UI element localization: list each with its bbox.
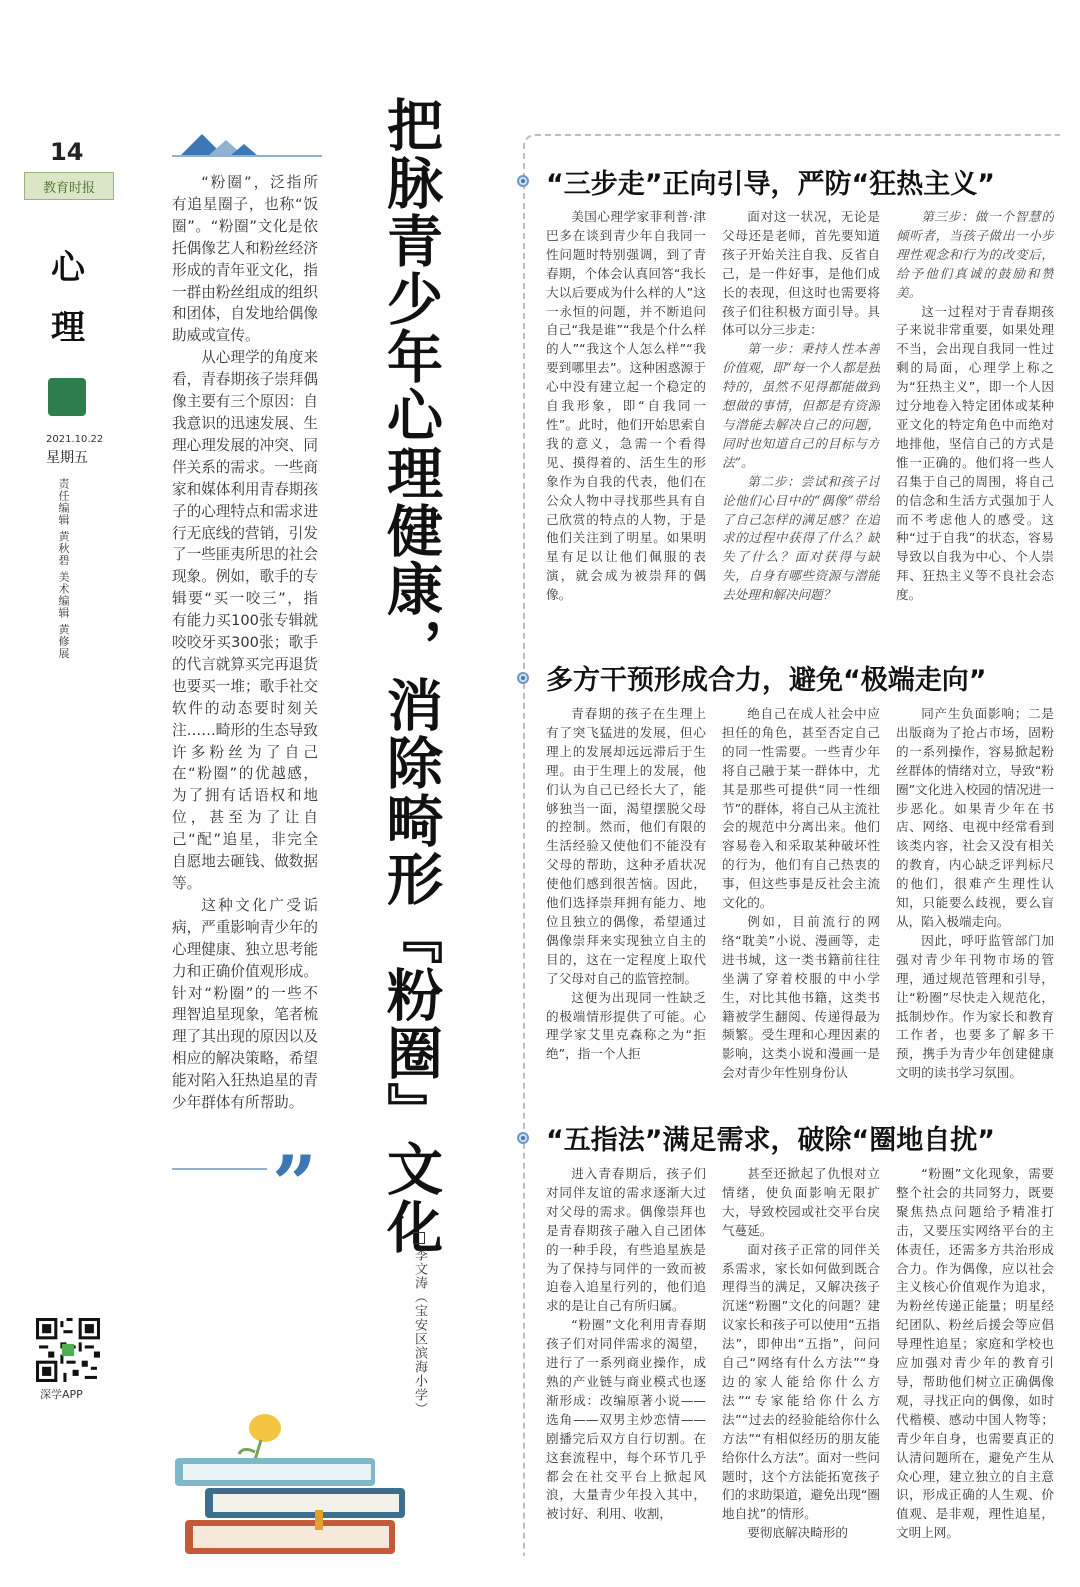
intro-paragraph: “粉圈”，泛指所有追星圈子，也称“饭圈”。“粉圈”文化是依托偶像艺人和粉丝经济形成的青年亚文化，指一群由粉丝组成的组织和团体，自发地给偶像助威或宣传。 bbox=[172, 174, 318, 345]
section-name-char-2: 理 bbox=[51, 308, 85, 348]
section-bullet-icon bbox=[517, 672, 529, 684]
intro-paragraph: 从心理学的角度来看，青春期孩子崇拜偶像主要有三个原因：自我意识的迅速发展、生理心理发展的冲突、同伴关系的需求。一些商家和媒体利用青春期孩子的心理特点和需求进行无底线的营销，引发了一些匪夷所思的社会现象。例如，歌手的专辑要“买一咬三”，指有能力买100张专辑就咬咬牙买300张；歌手的代言就算买完再退货也要买一堆；歌手社交软件的动态要时刻关注……畸形的生态导致许多粉丝为了自己在“粉圈”的优越感，为了拥有话语权和地位，甚至为了让自己“配”追星，非完全自愿地去砸钱、做数据等。 bbox=[172, 349, 318, 892]
intro-text bbox=[172, 172, 318, 1114]
paragraph: 甚至还掀起了仇恨对立情绪，使负面影响无限扩大，导致校园或社交平台戾气蔓延。 bbox=[722, 1166, 880, 1238]
headline: 把脉青少年心理健康，消除畸形『粉圈』文化 bbox=[378, 96, 443, 1256]
paragraph: “粉圈”文化现象，需要整个社会的共同努力，既要聚焦热点问题给予精准打击，又要压实网络平台的主体责任，还需多方共治形成合力。作为偶像，应以社会主义核心价值观作为追求，为粉丝传递正能量；明星经纪团队、粉丝后援会等应倡导理性追星；家庭和学校也应加强对青少年的教育引导，帮助他们树立正确偶像观，寻找正向的偶像，如时代楷模、感动中国人物等；青少年自身，也需要真正的认清问题所在，避免产生从众心理，建立独立的自主意识，形成正确的人生观、价值观、是非观，理性追星，文明上网。 bbox=[896, 1166, 1054, 1541]
paragraph: 例如，目前流行的网络“耽美”小说、漫画等，走进书城，这一类书籍前往往坐满了穿着校服的中小学生，对比其他书籍，这类书籍被学生翻阅、传递得最为频繁。受生理和心理因素的影响，这类小说和漫画一是会对青少年性别身份认 bbox=[722, 913, 880, 1081]
section-3-column-2 bbox=[722, 1165, 880, 1560]
section-3-column-3 bbox=[896, 1165, 1054, 1560]
paragraph: 面对这一状况，无论是父母还是老师，首先要知道孩子开始关注自我、反省自己，是一件好事，是他们成长的表现，但这时也需要将孩子们往积极方面引导。具体可以分三步走： bbox=[722, 209, 880, 338]
byline bbox=[410, 1232, 429, 1416]
section-1-column-3 bbox=[896, 208, 1054, 628]
section-1-column-2 bbox=[722, 208, 880, 628]
section-1-column-1 bbox=[546, 208, 706, 628]
intro-bottom-rule bbox=[172, 1168, 267, 1170]
section-2-column-1 bbox=[546, 705, 706, 1083]
paragraph: “粉圈”文化利用青春期孩子们对同伴需求的渴望，进行了一系列商业操作，成熟的产业链与商业模式也逐渐形成：改编原著小说——选角——双男主炒恋情——剧播完后双方自行切割。在这套流程中，每个环节几乎都会在社交平台上掀起风浪，大量青少年投入其中，被讨好、利用、收割， bbox=[546, 1317, 706, 1522]
paragraph-step-2: 第二步：尝试和孩子讨论他们心目中的“偶像”带给了自己怎样的满足感？在追求的过程中获得了什么？缺失了什么？面对获得与缺失，自身有哪些资源与潜能去处理和解决问题？ bbox=[722, 473, 880, 603]
app-label: 深学APP bbox=[40, 1388, 83, 1401]
paragraph: 青春期的孩子在生理上有了突飞猛进的发展，但心理上的发展却远远滞后于生理。由于生理上的发展，他们认为自己已经长大了，能够独当一面，渴望摆脱父母的控制。然而，他们有限的生活经验又使他们不能没有父母的帮助，这种矛盾状况使他们感到很苦恼。因此，他们选择崇拜拥有能力、地位且独立的偶像，希望通过偶像崇拜来实现独立自主的目的，这在一定程度上取代了父母对自己的监管控制。 bbox=[546, 706, 706, 986]
paragraph: 同产生负面影响；二是出版商为了抢占市场，固粉的一系列操作，容易掀起粉丝群体的情绪对立，导致“粉圈”文化进入校园的情况进一步恶化。如果青少年在书店、网络、电视中经常看到该类内容，社会又没有相关的教育，内心缺乏评判标尺的他们，很难产生理性认知，只能要么歧视，要么盲从，陷入极端走向。 bbox=[896, 706, 1054, 929]
newspaper-logo: 教育时报 bbox=[24, 172, 114, 200]
paragraph-step-1: 第一步：秉持人性本善价值观，即“每一个人都是独特的，虽然不见得都能做到想做的事情，但都是有资源与潜能去解决自己的问题，同时也知道自己的目标与方法”。 bbox=[722, 341, 880, 470]
paragraph: 美国心理学家菲利普·津巴多在谈到青少年自我同一性问题时特别强调，到了青春期，个体会认真回答“我长大以后要成为什么样的人”这一永恒的问题，并不断追问自己“我是谁”“我是个什么样的人”“我这个人怎么样”“我要到哪里去”。这种困惑源于心中没有建立起一个稳定的自我形象，即“自我同一性”。此时，他们开始思索自我的意义，急需一个看得见、摸得着的、活生生的形象作为自我的代表，他们在公众人物中寻找那些具有自己欣赏的特点的人物，于是他们关注到了明星。如果明星有足以让他们佩服的表演，就会成为被崇拜的偶像。 bbox=[546, 209, 706, 603]
issue-weekday: 星期五 bbox=[46, 450, 88, 466]
paragraph: 要彻底解决畸形的 bbox=[747, 1525, 848, 1541]
section-3-column-1 bbox=[546, 1165, 706, 1560]
paragraph: 绝自己在成人社会中应担任的角色，甚至否定自己的同一性需要。一些青少年将自己融于某一群体中，尤其是那些可提供“同一性细节”的群体，将自己从主流社会的规范中分离出来。他们容易卷入和采取某种破坏性的行为，他们有自己热衷的事，但这些事是反社会主流文化的。 bbox=[722, 706, 880, 911]
editor-credits: 责任编辑 黄秋碧 美术编辑 黄修展 bbox=[57, 478, 70, 660]
intro-paragraph: 这种文化广受诟病，严重影响青少年的心理健康、独立思考能力和正确价值观形成。针对“粉圈”的一些不理智追星现象，笔者梳理了其出现的原因以及相应的解决策略，希望能对陷入狂热追星的青少年群体有所帮助。 bbox=[172, 896, 318, 1112]
paragraph: 这一过程对于青春期孩子来说非常重要，如果处理不当，会出现自我同一性过剩的局面，心理学上称之为“狂热主义”，即一个人因过分地卷入特定团体或某种亚文化的特定角色中而绝对地排他，坚信自己的方式是惟一正确的。他们将一些人召集于自己的周围，将自己的信念和生活方式强加于人而不考虑他人的感受。这种“过于自我”的状态，容易导致以自我为中心、个人崇拜、狂热主义等不良社会态度。 bbox=[896, 303, 1054, 603]
byline-box-icon bbox=[413, 1232, 425, 1244]
section-2-title: 多方干预形成合力，避免“极端走向” bbox=[546, 665, 987, 696]
intro-top-rule bbox=[172, 155, 322, 157]
byline-text: 李文涛（宝安区滨海小学） bbox=[412, 1248, 427, 1416]
section-1-title: “三步走”正向引导，严防“狂热主义” bbox=[546, 169, 995, 200]
issue-date: 2021.10.22 bbox=[46, 434, 104, 445]
section-2-column-3 bbox=[896, 705, 1054, 1083]
qr-code-icon[interactable] bbox=[36, 1318, 100, 1382]
books-illustration bbox=[165, 1390, 425, 1560]
section-name-char-1: 心 bbox=[51, 248, 85, 288]
section-bullet-icon bbox=[517, 175, 529, 187]
section-color-block bbox=[48, 378, 86, 416]
section-2-column-2 bbox=[722, 705, 880, 1083]
paragraph: 这便为出现同一性缺乏的极端情形提供了可能。心理学家艾里克森称之为“拒绝”，指一个人拒 bbox=[546, 989, 706, 1062]
mountain-icon bbox=[180, 130, 260, 156]
paragraph: 面对孩子正常的同伴关系需求，家长如何做到既合理得当的满足，又解决孩子沉迷“粉圈”文化的问题？建议家长和孩子可以使用“五指法”，即伸出“五指”，问问自己“网络有什么方法”“身边的家人能给你什么方法”“专家能给你什么方法”“过去的经验能给你什么方法”“有相似经历的朋友能给你什么方法”。面对一些问题时，这个方法能拓宽孩子们的求助渠道，避免出现“圈地自扰”的情形。 bbox=[722, 1241, 880, 1522]
paragraph-step-3: 第三步：做一个智慧的倾听者，当孩子做出一小步理性观念和行为的改变后，给予他们真诚的鼓励和赞美。 bbox=[896, 209, 1054, 300]
paragraph: 因此，呼吁监管部门加强对青少年刊物市场的管理，通过规范管理和引导，让“粉圈”尽快走入规范化，抵制炒作。作为家长和教育工作者，也要多了解多干预，携手为青少年创建健康文明的读书学习氛围。 bbox=[896, 932, 1054, 1081]
paragraph: 进入青春期后，孩子们对同伴友谊的需求逐渐大过对父母的需求。偶像崇拜也是青春期孩子融入自己团体的一种手段，有些追星族是为了保持与同伴的一致而被迫卷入追星行列的，他们追求的是让自己有所归属。 bbox=[546, 1166, 706, 1314]
quote-mark-icon: ” bbox=[272, 1139, 317, 1230]
section-3-title: “五指法”满足需求，破除“圈地自扰” bbox=[546, 1125, 995, 1156]
page-number: 14 bbox=[50, 138, 84, 166]
section-bullet-icon bbox=[517, 1132, 529, 1144]
